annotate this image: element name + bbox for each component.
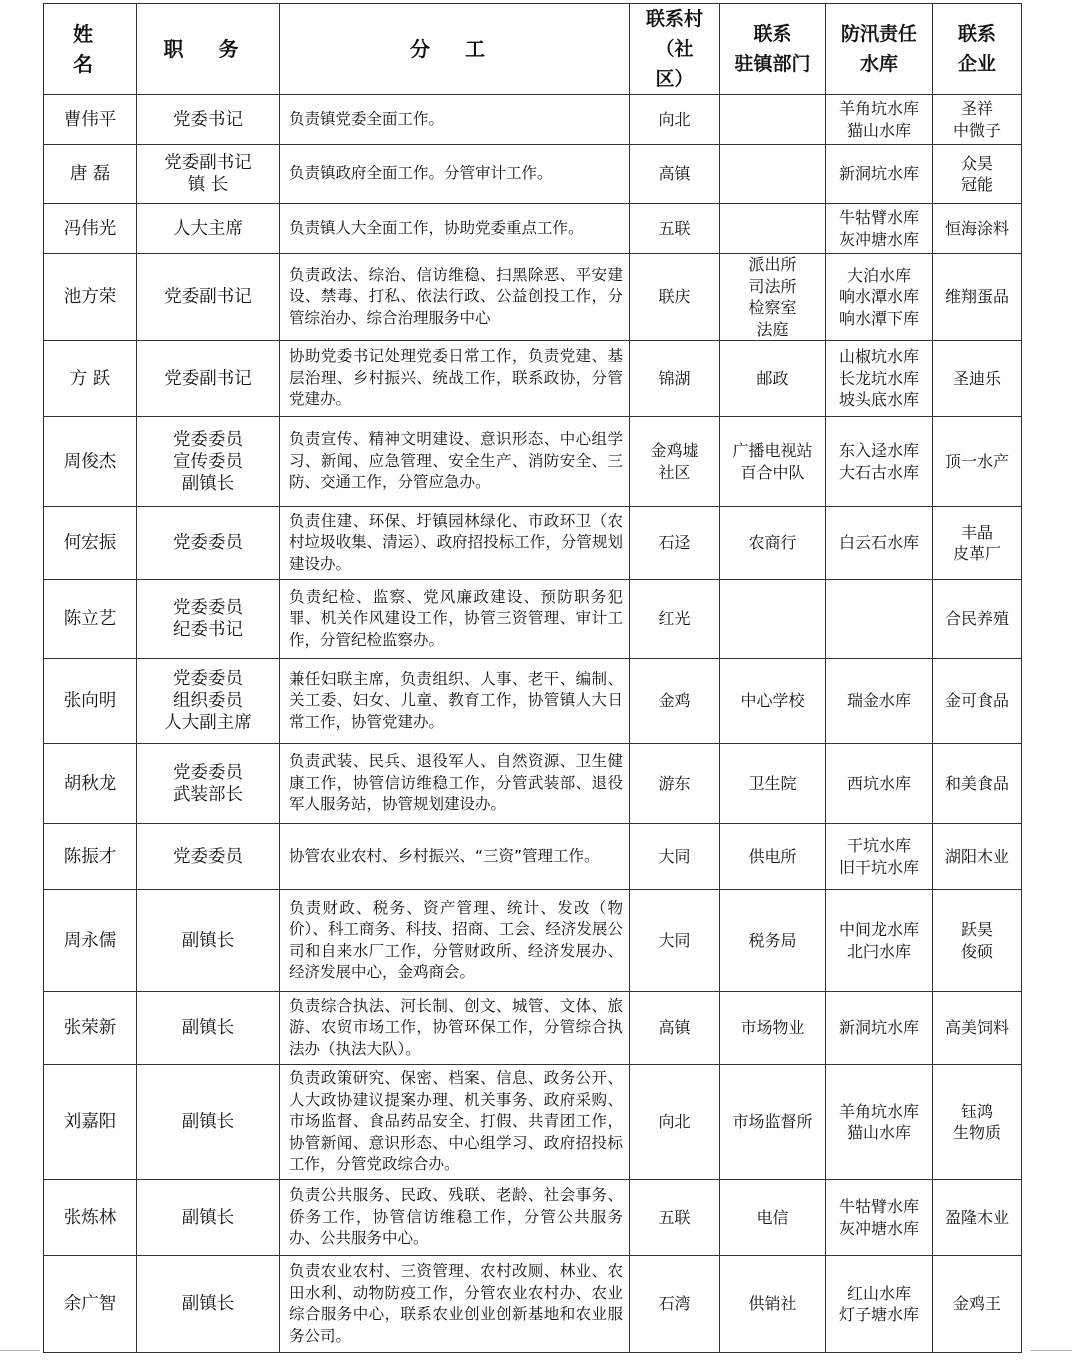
cell-name: 余广智 — [44, 1256, 137, 1353]
cell-name: 胡秋龙 — [44, 744, 137, 824]
table-row — [44, 824, 1022, 890]
dept-line: 广播电视站 — [732, 441, 813, 460]
cell-reservoir — [826, 204, 933, 254]
cell-name: 何宏振 — [44, 507, 137, 580]
title-line: 党委书记 — [173, 109, 243, 130]
table-row — [44, 1065, 1022, 1180]
company-line: 湖阳木业 — [944, 846, 1009, 866]
company-line: 金鸡王 — [952, 1294, 1001, 1314]
cell-village — [630, 659, 720, 744]
reservoir-line: 猫山水库 — [846, 120, 911, 140]
cell-duty: 负责政策研究、保密、档案、信息、政务公开、人大政协建议提案办理、机关事务、政府采购、市场监督、食品药品安全、打假、共青团工作，协管新闻、意识形态、中心组学习、政府招投标工作，分管党政综合办。 — [280, 1065, 630, 1180]
cell-duty: 负责农业农村、三资管理、农村改厕、林业、农田水利、动物防疫工作，分管农业农村办、农业综合服务中心，联系农业创业创新基地和农业服务公司。 — [280, 1256, 630, 1353]
dept-line: 市场物业 — [740, 1018, 805, 1038]
title-line: 副镇长 — [181, 930, 235, 951]
header-dept: 联系 驻镇部门 — [720, 4, 826, 95]
cell-reservoir — [826, 580, 933, 659]
title-line: 副镇长 — [181, 1018, 235, 1038]
cell-company — [933, 824, 1022, 890]
cell-title — [137, 95, 280, 145]
cell-village — [630, 992, 720, 1065]
cell-title — [137, 204, 280, 254]
company-line: 众昊 — [960, 153, 993, 173]
cell-village — [630, 824, 720, 890]
cell-name: 池方荣 — [44, 254, 137, 341]
company-line: 圣祥 — [960, 99, 993, 118]
title-line: 镇 长 — [187, 175, 229, 195]
cell-duty: 负责公共服务、民政、残联、老龄、社会事务、侨务工作，协管信访维稳工作，分管公共服务办、公共服务中心。 — [280, 1180, 630, 1256]
reservoir-line: 响水潭下库 — [838, 308, 919, 328]
cell-duty: 负责宣传、精神文明建设、意识形态、中心组学习、新闻、应急管理、安全生产、消防安全、三防、交通工作，分管应急办。 — [280, 417, 630, 507]
table-row — [44, 341, 1022, 417]
reservoir-line: 羊角坑水库 — [838, 99, 919, 118]
company-line: 俊硕 — [960, 941, 993, 961]
cell-duty: 协管农业农村、乡村振兴、“三资”管理工作。 — [280, 824, 630, 890]
cell-duty: 协助党委书记处理党委日常工作，负责党建、基层治理、乡村振兴、统战工作，联系政协，分管党建办。 — [280, 341, 630, 417]
company-line: 钰鸿 — [960, 1101, 993, 1121]
cell-dept — [720, 659, 826, 744]
reservoir-line: 灰冲塘水库 — [838, 229, 919, 249]
reservoir-line: 坡头底水库 — [838, 390, 919, 410]
staff-duty-table — [43, 3, 1022, 1353]
cell-name: 陈振才 — [44, 824, 137, 890]
village-line: 高镇 — [658, 164, 691, 184]
cell-name: 周永儒 — [44, 890, 137, 992]
cell-village — [630, 580, 720, 659]
village-line: 大同 — [658, 846, 691, 866]
company-line: 生物质 — [952, 1123, 1001, 1142]
cell-name: 陈立艺 — [44, 580, 137, 659]
dept-line: 法庭 — [756, 319, 789, 339]
cell-name: 冯伟光 — [44, 204, 137, 254]
cell-reservoir — [826, 341, 933, 417]
reservoir-line: 长龙坑水库 — [838, 368, 919, 388]
reservoir-line: 大泊水库 — [846, 265, 911, 285]
cell-dept — [720, 992, 826, 1065]
header-name: 姓 名 — [44, 4, 137, 95]
cell-village — [630, 204, 720, 254]
company-line: 冠能 — [960, 175, 993, 194]
village-line: 向北 — [658, 1112, 691, 1132]
page-edge-mark-right — [1030, 1350, 1072, 1351]
title-line: 副镇长 — [181, 1112, 235, 1132]
cell-village — [630, 890, 720, 992]
cell-reservoir — [826, 744, 933, 824]
cell-dept — [720, 341, 826, 417]
cell-name: 曹伟平 — [44, 95, 137, 145]
village-line: 金鸡墟 — [650, 441, 699, 460]
table-row — [44, 744, 1022, 824]
cell-company — [933, 417, 1022, 507]
cell-village — [630, 507, 720, 580]
cell-name: 唐 磊 — [44, 145, 137, 204]
cell-title — [137, 507, 280, 580]
table-row — [44, 204, 1022, 254]
table-body — [44, 95, 1022, 1353]
table-row — [44, 659, 1022, 744]
title-line: 党委委员 — [173, 669, 243, 689]
cell-duty: 负责综合执法、河长制、创文、城管、文体、旅游、农贸市场工作，协管环保工作，分管综合执法办（执法大队）。 — [280, 992, 630, 1065]
cell-title — [137, 145, 280, 204]
dept-line: 邮政 — [756, 368, 789, 388]
village-line: 金鸡 — [658, 691, 691, 711]
company-line: 顶一水产 — [944, 451, 1009, 471]
cell-company — [933, 204, 1022, 254]
table-row — [44, 507, 1022, 580]
cell-title — [137, 744, 280, 824]
village-line: 五联 — [658, 1207, 691, 1227]
cell-village — [630, 1180, 720, 1256]
title-line: 人大副主席 — [164, 713, 252, 733]
cell-village — [630, 744, 720, 824]
title-line: 组织委员 — [173, 691, 243, 711]
cell-reservoir — [826, 890, 933, 992]
cell-dept — [720, 95, 826, 145]
cell-title — [137, 1180, 280, 1256]
cell-dept — [720, 204, 826, 254]
title-line: 党委副书记 — [164, 153, 252, 173]
cell-dept — [720, 824, 826, 890]
cell-company — [933, 659, 1022, 744]
cell-reservoir — [826, 507, 933, 580]
cell-village — [630, 341, 720, 417]
company-line: 盈隆木业 — [944, 1207, 1009, 1227]
company-line: 合民养殖 — [944, 609, 1009, 629]
village-line: 社区 — [658, 462, 691, 482]
company-line: 跃昊 — [960, 920, 993, 939]
header-village: 联系村 （社 区） — [630, 4, 720, 95]
table-row — [44, 145, 1022, 204]
dept-line: 百合中队 — [740, 462, 805, 482]
title-line: 党委委员 — [173, 429, 243, 450]
village-line: 联庆 — [658, 287, 691, 307]
title-line: 副镇长 — [181, 473, 235, 494]
reservoir-line: 新洞坑水库 — [838, 1018, 919, 1038]
reservoir-line: 羊角坑水库 — [838, 1101, 919, 1121]
cell-dept — [720, 1180, 826, 1256]
cell-dept — [720, 254, 826, 341]
cell-reservoir — [826, 95, 933, 145]
header-title: 职 务 — [137, 4, 280, 95]
dept-line: 农商行 — [748, 533, 797, 553]
table-row — [44, 992, 1022, 1065]
company-line: 恒海涂料 — [944, 218, 1009, 238]
dept-line: 市场监督所 — [732, 1112, 813, 1132]
village-line: 石湾 — [658, 1294, 691, 1314]
cell-dept — [720, 1256, 826, 1353]
cell-company — [933, 744, 1022, 824]
cell-company — [933, 992, 1022, 1065]
cell-dept — [720, 507, 826, 580]
cell-company — [933, 1065, 1022, 1180]
cell-duty: 兼任妇联主席，负责组织、人事、老干、编制、关工委、妇女、儿童、教育工作，协管镇人大日常工作，协管党建办。 — [280, 659, 630, 744]
cell-reservoir — [826, 1065, 933, 1180]
dept-line: 检察室 — [748, 298, 797, 317]
cell-duty: 负责住建、环保、圩镇园林绿化、市政环卫（农村垃圾收集、清运）、政府招投标工作，分管规划建设办。 — [280, 507, 630, 580]
cell-name: 方 跃 — [44, 341, 137, 417]
company-line: 金可食品 — [944, 691, 1009, 711]
cell-title — [137, 1256, 280, 1353]
reservoir-line: 牛牯臂水库 — [838, 208, 919, 227]
reservoir-line: 瑞金水库 — [846, 691, 911, 711]
cell-duty: 负责镇党委全面工作。 — [280, 95, 630, 145]
cell-village — [630, 254, 720, 341]
reservoir-line: 猫山水库 — [846, 1123, 911, 1142]
dept-line: 税务局 — [748, 930, 797, 950]
table-header-row — [44, 4, 1022, 95]
company-line: 丰晶 — [960, 522, 993, 542]
cell-dept — [720, 1065, 826, 1180]
cell-title — [137, 341, 280, 417]
reservoir-line: 中间龙水库 — [838, 920, 919, 939]
header-reservoir: 防汛责任 水库 — [826, 4, 933, 95]
cell-company — [933, 1180, 1022, 1256]
title-line: 党委委员 — [173, 533, 243, 553]
cell-title — [137, 659, 280, 744]
cell-duty: 负责镇政府全面工作。分管审计工作。 — [280, 145, 630, 204]
cell-name: 张荣新 — [44, 992, 137, 1065]
dept-line: 中心学校 — [740, 691, 805, 711]
reservoir-line: 山椒坑水库 — [838, 347, 919, 367]
table-row — [44, 580, 1022, 659]
dept-line: 供销社 — [748, 1294, 797, 1314]
reservoir-line: 东入迳水库 — [838, 441, 919, 460]
title-line: 党委委员 — [173, 762, 243, 783]
title-line: 人大主席 — [173, 218, 243, 239]
company-line: 维翔蛋品 — [944, 287, 1009, 307]
company-line: 高美饲料 — [944, 1018, 1009, 1038]
table-row — [44, 95, 1022, 145]
cell-duty: 负责镇人大全面工作，协助党委重点工作。 — [280, 204, 630, 254]
cell-company — [933, 254, 1022, 341]
cell-village — [630, 417, 720, 507]
cell-name: 张向明 — [44, 659, 137, 744]
reservoir-line: 红山水库 — [846, 1283, 911, 1303]
cell-reservoir — [826, 1180, 933, 1256]
cell-duty: 负责政法、综治、信访维稳、扫黑除恶、平安建设、禁毒、打私、依法行政、公益创投工作，分管综治办、综合治理服务中心 — [280, 254, 630, 341]
cell-name: 刘嘉阳 — [44, 1065, 137, 1180]
village-line: 游东 — [658, 773, 691, 793]
company-line: 和美食品 — [944, 773, 1009, 793]
village-line: 大同 — [658, 930, 691, 950]
reservoir-line: 灰冲塘水库 — [838, 1218, 919, 1238]
reservoir-line: 大石古水库 — [838, 462, 919, 482]
company-line: 中微子 — [952, 120, 1001, 140]
table-row — [44, 890, 1022, 992]
cell-title — [137, 890, 280, 992]
village-line: 红光 — [658, 609, 691, 629]
title-line: 党委委员 — [173, 598, 243, 618]
header-company: 联系 企业 — [933, 4, 1022, 95]
cell-village — [630, 145, 720, 204]
reservoir-line: 新洞坑水库 — [838, 164, 919, 184]
reservoir-line: 干坑水库 — [846, 836, 911, 855]
table-row — [44, 254, 1022, 341]
cell-reservoir — [826, 417, 933, 507]
cell-name: 周俊杰 — [44, 417, 137, 507]
cell-village — [630, 1256, 720, 1353]
reservoir-line: 灯子塘水库 — [838, 1305, 919, 1324]
title-line: 副镇长 — [181, 1294, 235, 1314]
reservoir-line: 白云石水库 — [838, 533, 919, 553]
cell-reservoir — [826, 824, 933, 890]
cell-duty: 负责武装、民兵、退役军人、自然资源、卫生健康工作，协管信访维稳工作，分管武装部、退役军人服务站，协管规划建设办。 — [280, 744, 630, 824]
reservoir-line: 牛牯臂水库 — [838, 1197, 919, 1216]
cell-company — [933, 341, 1022, 417]
dept-line: 卫生院 — [748, 773, 797, 793]
cell-title — [137, 1065, 280, 1180]
cell-title — [137, 992, 280, 1065]
cell-company — [933, 145, 1022, 204]
village-line: 五联 — [658, 218, 691, 238]
header-duty: 分 工 — [280, 4, 630, 95]
dept-line: 供电所 — [748, 846, 797, 866]
reservoir-line: 西坑水库 — [846, 773, 911, 793]
village-line: 向北 — [658, 109, 691, 129]
table-row — [44, 417, 1022, 507]
village-line: 锦湖 — [658, 368, 691, 388]
cell-duty: 负责财政、税务、资产管理、统计、发改（物价）、科工商务、科技、招商、工会、经济发展公司和自来水厂工作，分管财政所、经济发展办、经济发展中心，金鸡商会。 — [280, 890, 630, 992]
cell-reservoir — [826, 659, 933, 744]
cell-dept — [720, 580, 826, 659]
cell-reservoir — [826, 145, 933, 204]
dept-line: 司法所 — [748, 276, 797, 296]
title-line: 党委副书记 — [164, 368, 252, 389]
page-edge-mark-left — [0, 1350, 40, 1351]
cell-title — [137, 580, 280, 659]
reservoir-line: 北闩水库 — [846, 941, 911, 961]
cell-dept — [720, 890, 826, 992]
cell-village — [630, 95, 720, 145]
title-line: 武装部长 — [173, 784, 243, 805]
company-line: 圣迪乐 — [952, 368, 1001, 388]
cell-dept — [720, 417, 826, 507]
cell-company — [933, 1256, 1022, 1353]
cell-title — [137, 254, 280, 341]
title-line: 纪委书记 — [173, 620, 243, 640]
cell-company — [933, 890, 1022, 992]
dept-line: 派出所 — [748, 255, 797, 274]
title-line: 副镇长 — [181, 1207, 235, 1228]
title-line: 党委副书记 — [164, 287, 252, 307]
reservoir-line: 旧干坑水库 — [838, 857, 919, 877]
cell-duty: 负责纪检、监察、党风廉政建设、预防职务犯罪、机关作风建设工作，协管三资管理、审计工作，分管纪检监察办。 — [280, 580, 630, 659]
village-line: 高镇 — [658, 1018, 691, 1038]
dept-line: 电信 — [756, 1207, 789, 1227]
cell-company — [933, 95, 1022, 145]
table-row — [44, 1256, 1022, 1353]
cell-village — [630, 1065, 720, 1180]
title-line: 宣传委员 — [173, 451, 243, 472]
cell-company — [933, 507, 1022, 580]
reservoir-line: 响水潭水库 — [838, 287, 919, 307]
company-line: 皮革厂 — [952, 544, 1001, 563]
cell-reservoir — [826, 254, 933, 341]
village-line: 石迳 — [658, 533, 691, 553]
cell-dept — [720, 145, 826, 204]
cell-reservoir — [826, 1256, 933, 1353]
cell-title — [137, 824, 280, 890]
cell-dept — [720, 744, 826, 824]
table-row — [44, 1180, 1022, 1256]
cell-company — [933, 580, 1022, 659]
title-line: 党委委员 — [173, 846, 243, 867]
cell-reservoir — [826, 992, 933, 1065]
cell-title — [137, 417, 280, 507]
cell-name: 张炼林 — [44, 1180, 137, 1256]
